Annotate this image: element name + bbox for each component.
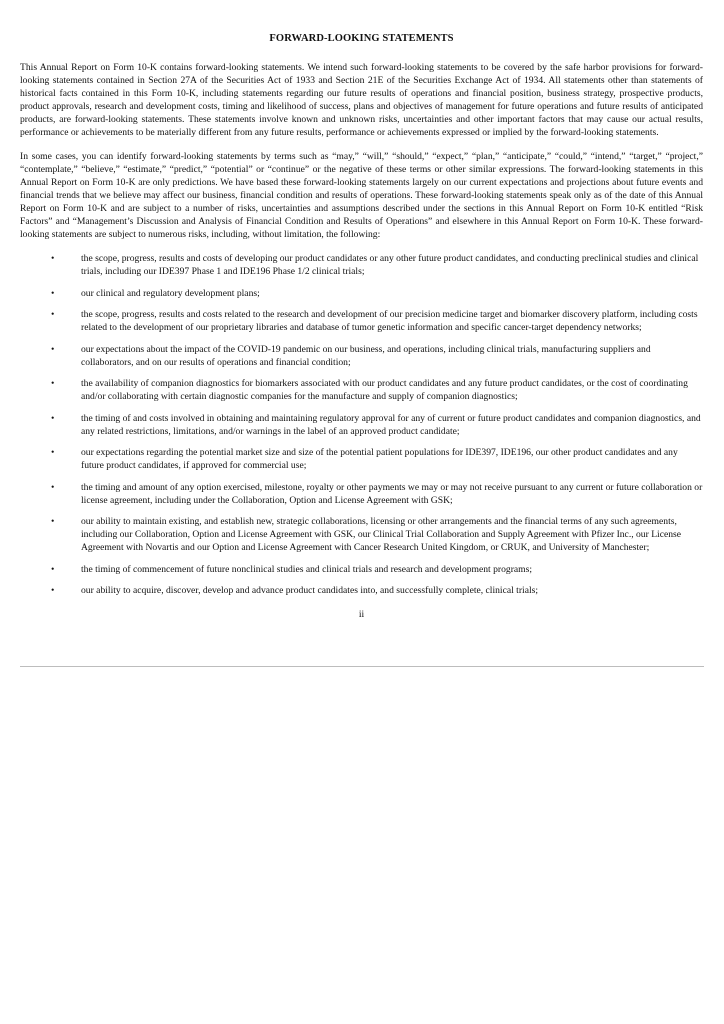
- list-item: [20, 412, 703, 438]
- list-item-text: the scope, progress, results and costs related to the research and development of our precision medicine target and biomarker discovery platform, including costs related to the development of our proprietary libraries and database of tumor genetic information and specific cancer-target dependency networks;: [81, 309, 698, 333]
- list-item-text: our ability to maintain existing, and establish new, strategic collaborations, licensing or other arrangements and the financial terms of any such agreements, including our Collaboration, Option and License Agreement with GSK, our Clinical Trial Collaboration and Supply Agreement with Pfizer Inc., our License Agreement with Novartis and our Option and License Agreement with Cancer Research United Kingdom, or CRUK, and University of Manchester;: [81, 516, 682, 553]
- list-item: [20, 563, 703, 576]
- risk-list: [20, 252, 703, 597]
- list-item: [20, 287, 703, 300]
- bullet-marker: •: [51, 287, 55, 299]
- page-divider: [20, 666, 704, 667]
- list-item: [20, 308, 703, 334]
- bullet-marker: •: [51, 563, 55, 575]
- list-item-text: the timing and amount of any option exercised, milestone, royalty or other payments we may or may not receive pursuant to any current or future collaboration or license agreement, including under the Collaboration, Option and License Agreement with GSK;: [81, 481, 703, 506]
- paragraph-identify: In some cases, you can identify forward-looking statements by terms such as “may,” “will,” “should,” “expect,” “plan,” “anticipate,” “could,” “intend,” “target,” “project,” “contemplate,” “believe,” “estimate,” “predict,” “potential” or “continue” or the negative of these terms or other similar expressions. The forward-looking statements in this Annual Report on Form 10-K are only predictions. We have based these forward-looking statements largely on our current expectations and projections about future events and financial trends that we believe may affect our business, financial condition and results of operations. These forward-looking statements speak only as of the date of this Annual Report on Form 10-K and are subject to a number of risks, uncertainties and assumptions described under the sections in this Annual Report on Form 10-K entitled “Risk Factors” and “Management’s Discussion and Analysis of Financial Condition and Results of Operations” and elsewhere in this Annual Report on Form 10-K. These forward-looking statements are subject to numerous risks, including, without limitation, the following:: [20, 151, 703, 240]
- bullet-marker: •: [51, 585, 55, 596]
- list-item: [20, 343, 703, 369]
- bullet-marker: •: [51, 481, 55, 493]
- list-item-text: the timing of commencement of future nonclinical studies and clinical trials and research and development programs;: [81, 563, 533, 575]
- list-item-text: our expectations about the impact of the COVID-19 pandemic on our business, and operations, including clinical trials, manufacturing suppliers and collaborators, and on our results of operations and financial condition;: [81, 343, 651, 368]
- list-item: [20, 377, 703, 403]
- bullet-marker: •: [51, 253, 55, 264]
- list-item: [20, 584, 703, 597]
- list-item-text: our clinical and regulatory development plans;: [81, 287, 260, 299]
- document-page: [20, 33, 703, 620]
- bullet-marker: •: [51, 309, 55, 320]
- page-number: ii: [358, 609, 365, 620]
- paragraph-intro: This Annual Report on Form 10-K contains forward-looking statements. We intend such forward-looking statements to be covered by the safe harbor provisions for forward-looking statements contained in Section 27A of the Securities Act of 1933 and Section 21E of the Securities Exchange Act of 1934. All statements other than statements of historical facts contained in this Form 10-K, including statements regarding our future results of operations and financial position, business strategy, prospective products, product approvals, research and development costs, timing and likelihood of success, plans and objectives of management for future operations and future results of anticipated products, are forward-looking statements. These statements involve known and unknown risks, uncertainties and other important factors that may cause our actual results, performance or achievements to be materially different from any future results, performance or achievements expressed or implied by the forward-looking statements.: [20, 62, 703, 138]
- list-item-text: the timing of and costs involved in obtaining and maintaining regulatory approval for any of current or future product candidates and companion diagnostics, and any related restrictions, limitations, and/or warnings in the label of an approved product candidate;: [81, 412, 701, 437]
- list-item-text: the scope, progress, results and costs of developing our product candidates or any other future product candidates, and conducting preclinical studies and clinical trials, including our IDE397 Phase 1 and IDE196 Phase 1/2 clinical trials;: [81, 253, 699, 277]
- bullet-marker: •: [51, 447, 55, 458]
- list-item-text: our ability to acquire, discover, develop and advance product candidates into, and successfully complete, clinical trials;: [81, 585, 539, 596]
- list-item: [20, 515, 703, 554]
- list-item: [20, 252, 703, 278]
- section-title: FORWARD-LOOKING STATEMENTS: [269, 33, 454, 44]
- bullet-marker: •: [51, 412, 55, 424]
- bullet-marker: •: [51, 343, 55, 355]
- list-item-text: our expectations regarding the potential market size and size of the potential patient populations for IDE397, IDE196, our other product candidates and any future product candidates, if approved for commercial use;: [81, 447, 678, 471]
- bullet-marker: •: [51, 378, 55, 389]
- list-item-text: the availability of companion diagnostics for biomarkers associated with our product candidates and any future product candidates, or the cost of coordinating and/or collaborating with certain diagnostic companies for the manufacture and supply of companion diagnostics;: [81, 378, 688, 402]
- bullet-marker: •: [51, 516, 55, 527]
- list-item: [20, 481, 703, 507]
- list-item: [20, 446, 703, 472]
